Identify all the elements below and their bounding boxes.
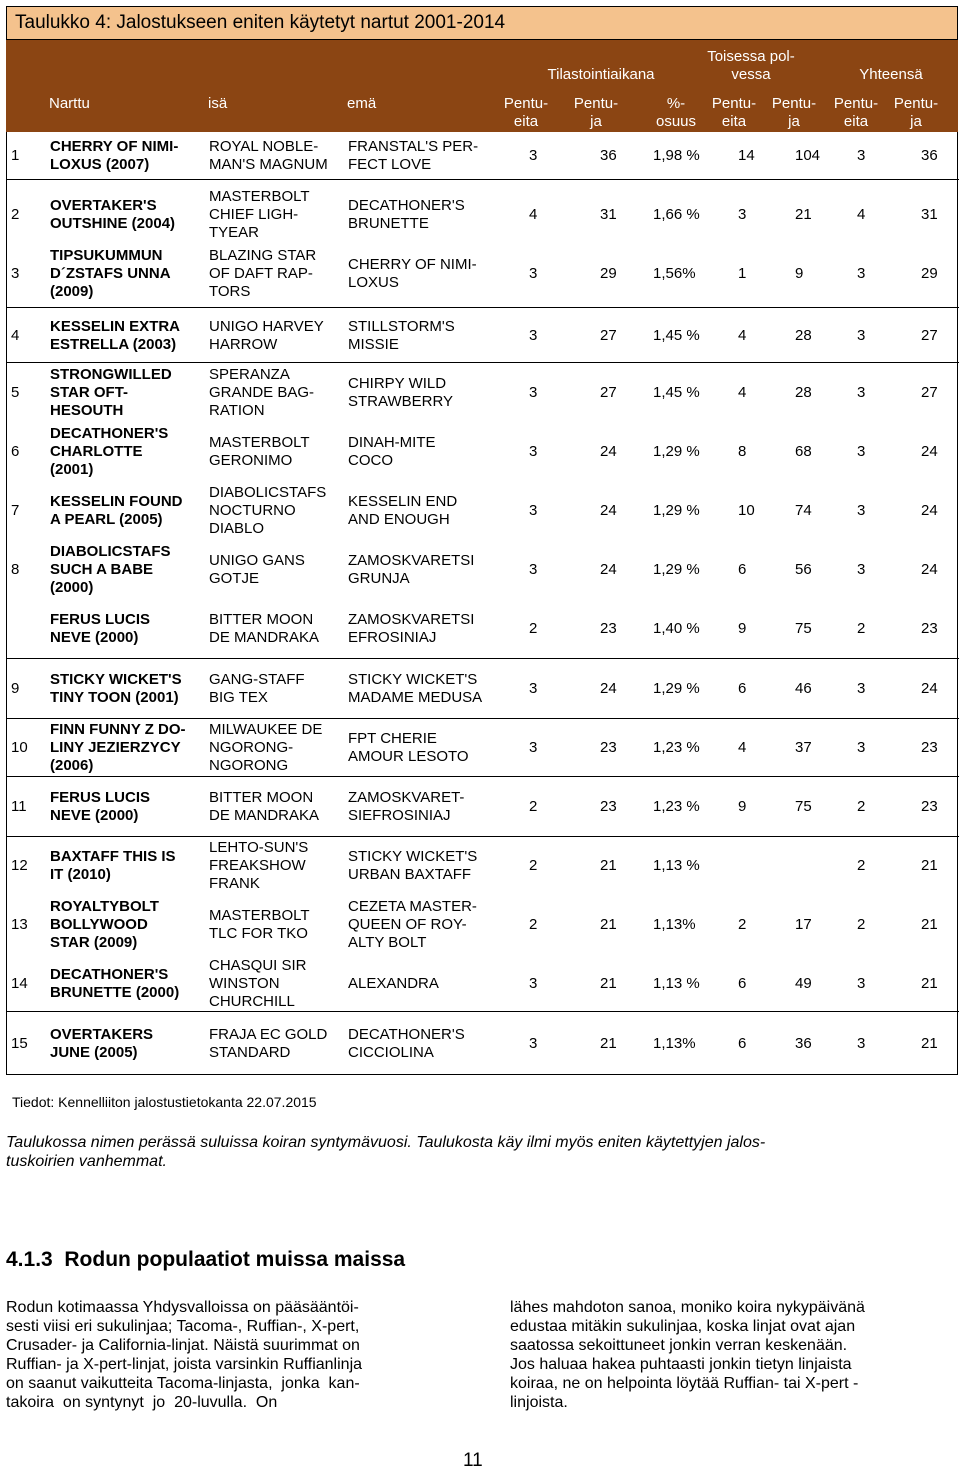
table-row-group <box>7 132 959 180</box>
narttu-name: OVERTAKER'S OUTSHINE (2004) <box>50 196 176 232</box>
sire-name: UNIGO GANS GOTJE <box>209 552 305 587</box>
dam-name: KESSELIN END AND ENOUGH <box>348 493 458 528</box>
value-cell: 1,66 % <box>653 205 700 223</box>
dam-name: DECATHONER'S BRUNETTE <box>348 196 465 232</box>
value-cell: 1,23 % <box>653 739 700 756</box>
row-number: 5 <box>11 384 20 401</box>
value-cell: 17 <box>795 915 812 933</box>
sire-name: MASTERBOLT TLC FOR TKO <box>209 906 310 942</box>
value-cell: 3 <box>857 561 866 578</box>
value-cell: 3 <box>529 680 538 697</box>
value-cell: 6 <box>738 974 747 992</box>
table-row-group <box>7 719 959 777</box>
value-cell: 23 <box>600 798 617 815</box>
value-cell: 21 <box>921 1034 938 1052</box>
table-caption: Taulukossa nimen perässä suluissa koiran syntymävuosi. Taulukosta käy ilmi myös eniten käytettyjen jalos- tuskoirien vanhemmat. <box>6 1134 766 1170</box>
sire-name: FRAJA EC GOLD STANDARD <box>209 1025 328 1061</box>
dam-name: ZAMOSKVARETSI GRUNJA <box>348 552 475 587</box>
value-cell: 3 <box>857 147 866 164</box>
row-number: 3 <box>11 264 20 282</box>
value-cell: 3 <box>529 739 538 756</box>
narttu-name: KESSELIN FOUND A PEARL (2005) <box>50 493 183 528</box>
value-cell: 27 <box>921 326 938 344</box>
dam-name: CHERRY OF NIMI- LOXUS <box>348 255 477 291</box>
value-cell: 28 <box>795 384 812 401</box>
value-cell: 1,13 % <box>653 856 700 874</box>
row-number: 9 <box>11 680 20 697</box>
table-row-group <box>7 1012 959 1075</box>
value-cell: 37 <box>795 739 812 756</box>
row-number: 7 <box>11 502 20 519</box>
row-number: 8 <box>11 561 20 578</box>
dam-name: DECATHONER'S CICCIOLINA <box>348 1025 465 1061</box>
narttu-name: DIABOLICSTAFS SUCH A BABE (2000) <box>50 543 171 596</box>
value-cell: 1,23 % <box>653 798 700 815</box>
value-cell: 3 <box>529 1034 538 1052</box>
value-cell: 4 <box>529 205 538 223</box>
value-cell: 3 <box>857 1034 866 1052</box>
value-cell: 24 <box>600 680 617 697</box>
table-row-group <box>7 777 959 837</box>
value-cell: 24 <box>600 502 617 519</box>
header-narttu: Narttu <box>49 95 90 112</box>
narttu-name: OVERTAKERS JUNE (2005) <box>50 1025 154 1061</box>
value-cell: 21 <box>921 856 938 874</box>
value-cell: 14 <box>738 147 755 164</box>
dam-name: STILLSTORM'S MISSIE <box>348 317 455 353</box>
value-cell: 31 <box>921 205 938 223</box>
row-number: 6 <box>11 443 20 460</box>
table-row-group <box>7 659 959 719</box>
value-cell: 28 <box>795 326 812 344</box>
value-cell: 2 <box>529 856 538 874</box>
source-note: Tiedot: Kennelliiton jalostustietokanta 22.07.2015 <box>12 1094 317 1110</box>
row-number: 10 <box>11 739 28 756</box>
value-cell: 4 <box>738 384 747 401</box>
value-cell: 1,40 % <box>653 620 700 637</box>
sire-name: DIABOLICSTAFS NOCTURNO DIABLO <box>209 484 327 537</box>
value-cell: 6 <box>738 680 747 697</box>
value-cell: 3 <box>529 443 538 460</box>
row-number: 15 <box>11 1034 28 1052</box>
header-pentuja-2: Pentu- ja <box>771 95 817 130</box>
value-cell: 21 <box>600 915 617 933</box>
table-row-group <box>7 837 959 1012</box>
header-pentueita: Pentu- eita <box>503 95 549 130</box>
value-cell: 21 <box>600 856 617 874</box>
value-cell: 3 <box>857 974 866 992</box>
value-cell: 3 <box>857 739 866 756</box>
value-cell: 3 <box>529 326 538 344</box>
header-pentuja-3: Pentu- ja <box>893 95 939 130</box>
row-number: 11 <box>11 798 27 815</box>
section-title: 4.1.3 Rodun populaatiot muissa maissa <box>6 1248 406 1271</box>
dam-name: FRANSTAL'S PER- FECT LOVE <box>348 138 479 173</box>
value-cell: 10 <box>738 502 755 519</box>
value-cell: 24 <box>921 502 938 519</box>
dam-name: FPT CHERIE AMOUR LESOTO <box>348 730 469 765</box>
value-cell: 23 <box>921 620 938 637</box>
value-cell: 24 <box>921 443 938 460</box>
table-body <box>6 132 958 1075</box>
value-cell: 24 <box>600 443 617 460</box>
narttu-name: TIPSUKUMMUN D´ZSTAFS UNNA (2009) <box>50 246 171 300</box>
value-cell: 1,29 % <box>653 680 700 697</box>
value-cell: 3 <box>529 974 538 992</box>
value-cell: 1,45 % <box>653 384 700 401</box>
row-number: 12 <box>11 856 28 874</box>
value-cell: 36 <box>795 1034 812 1052</box>
value-cell: 1,13% <box>653 1034 696 1052</box>
value-cell: 3 <box>857 264 866 282</box>
value-cell: 8 <box>738 443 747 460</box>
value-cell: 24 <box>921 561 938 578</box>
value-cell: 21 <box>921 974 938 992</box>
value-cell: 2 <box>857 620 866 637</box>
value-cell: 56 <box>795 561 812 578</box>
page-number: 11 <box>463 1450 483 1471</box>
row-number: 2 <box>11 205 20 223</box>
value-cell: 1,56% <box>653 264 696 282</box>
header-osuus: %- osuus <box>655 95 697 130</box>
dam-name: CHIRPY WILD STRAWBERRY <box>348 375 454 410</box>
value-cell: 21 <box>921 915 938 933</box>
narttu-name: DECATHONER'S CHARLOTTE (2001) <box>50 425 169 478</box>
row-number: 1 <box>11 147 20 164</box>
narttu-name: CHERRY OF NIMI- LOXUS (2007) <box>50 138 179 173</box>
value-cell: 6 <box>738 1034 747 1052</box>
sire-name: UNIGO HARVEY HARROW <box>209 317 324 353</box>
value-cell: 104 <box>795 147 821 164</box>
value-cell: 3 <box>857 502 866 519</box>
value-cell: 3 <box>529 147 538 164</box>
value-cell: 3 <box>738 205 747 223</box>
sire-name: CHASQUI SIR WINSTON CHURCHILL <box>209 956 307 1010</box>
value-cell: 24 <box>600 561 617 578</box>
value-cell: 3 <box>529 264 538 282</box>
value-cell: 2 <box>529 915 538 933</box>
value-cell: 36 <box>600 147 617 164</box>
header-pentueita-3: Pentu- eita <box>833 95 879 130</box>
value-cell: 31 <box>600 205 617 223</box>
value-cell: 49 <box>795 974 812 992</box>
value-cell: 27 <box>921 384 938 401</box>
table-row-group <box>7 308 959 363</box>
sire-name: LEHTO-SUN'S FREAKSHOW FRANK <box>209 838 309 892</box>
value-cell: 1 <box>738 264 747 282</box>
value-cell: 1,29 % <box>653 561 700 578</box>
narttu-name: ROYALTYBOLT BOLLYWOOD STAR (2009) <box>50 897 159 951</box>
value-cell: 2 <box>857 798 866 815</box>
value-cell: 29 <box>600 264 617 282</box>
value-cell: 4 <box>738 739 747 756</box>
value-cell: 23 <box>921 739 938 756</box>
dam-name: ALEXANDRA <box>348 974 439 992</box>
value-cell: 2 <box>529 620 538 637</box>
dam-name: STICKY WICKET'S URBAN BAXTAFF <box>348 847 478 883</box>
value-cell: 1,29 % <box>653 443 700 460</box>
value-cell: 27 <box>600 326 617 344</box>
row-number: 4 <box>11 326 20 344</box>
sire-name: BITTER MOON DE MANDRAKA <box>209 611 320 646</box>
value-cell: 9 <box>738 620 747 637</box>
value-cell: 23 <box>600 620 617 637</box>
sire-name: GANG-STAFF BIG TEX <box>209 671 305 706</box>
value-cell: 3 <box>857 680 866 697</box>
value-cell: 9 <box>738 798 747 815</box>
value-cell: 29 <box>921 264 938 282</box>
table-row-group <box>7 180 959 308</box>
value-cell: 9 <box>795 264 804 282</box>
narttu-name: BAXTAFF THIS IS IT (2010) <box>50 847 176 883</box>
dam-name: DINAH-MITE COCO <box>348 434 436 469</box>
value-cell: 3 <box>529 561 538 578</box>
sire-name: MASTERBOLT GERONIMO <box>209 434 310 469</box>
narttu-name: DECATHONER'S BRUNETTE (2000) <box>50 965 180 1001</box>
paragraph-right: lähes mahdoton sanoa, moniko koira nykypäivänä edustaa mitäkin sukulinjaa, koska linjat ovat ajan saatossa sekoittuneet jonkin verran keskenään. Jos haluaa hakea puhtaasti jonkin tietyn linjaista koiraa, ne on helpointa löytää Ruffian- tai X-pert - linjoista. <box>510 1299 865 1411</box>
narttu-name: FINN FUNNY Z DO- LINY JEZIERZYCY (2006) <box>50 721 186 774</box>
value-cell: 75 <box>795 798 812 815</box>
header-tilastointiaikana: Tilastointiaikana <box>547 66 655 83</box>
value-cell: 2 <box>738 915 747 933</box>
value-cell: 23 <box>921 798 938 815</box>
header-toisessa-polvessa: Toisessa pol- vessa <box>707 48 795 83</box>
value-cell: 3 <box>857 326 866 344</box>
value-cell: 3 <box>529 502 538 519</box>
value-cell: 1,13 % <box>653 974 700 992</box>
value-cell: 6 <box>738 561 747 578</box>
dam-name: ZAMOSKVARETSI EFROSINIAJ <box>348 611 475 646</box>
value-cell: 23 <box>600 739 617 756</box>
narttu-name: FERUS LUCIS NEVE (2000) <box>50 611 151 646</box>
sire-name: MASTERBOLT CHIEF LIGH- TYEAR <box>209 187 310 241</box>
narttu-name: FERUS LUCIS NEVE (2000) <box>50 789 151 824</box>
dam-name: STICKY WICKET'S MADAME MEDUSA <box>348 671 483 706</box>
table-row-group <box>7 363 959 659</box>
value-cell: 2 <box>857 915 866 933</box>
value-cell: 3 <box>857 384 866 401</box>
value-cell: 3 <box>857 443 866 460</box>
value-cell: 46 <box>795 680 812 697</box>
value-cell: 1,98 % <box>653 147 700 164</box>
value-cell: 21 <box>795 205 812 223</box>
value-cell: 75 <box>795 620 812 637</box>
sire-name: MILWAUKEE DE NGORONG- NGORONG <box>209 721 323 774</box>
value-cell: 27 <box>600 384 617 401</box>
value-cell: 21 <box>600 974 617 992</box>
sire-name: BLAZING STAR OF DAFT RAP- TORS <box>209 246 317 300</box>
value-cell: 4 <box>738 326 747 344</box>
value-cell: 74 <box>795 502 812 519</box>
header-ema: emä <box>347 95 377 112</box>
sire-name: SPERANZA GRANDE BAG- RATION <box>209 366 315 419</box>
header-isa: isä <box>208 95 228 112</box>
paragraph-left: Rodun kotimaassa Yhdysvalloissa on pääsääntöi- sesti viisi eri sukulinjaa; Tacoma-, Ruffian-, X-pert, Crusader- ja California-linjat. Näistä suurimmat on Ruffian- ja X-pert-linjat, joista varsinkin Ruffianlinja on saanut vaikutteita Tacoma-linjasta, jonka kan- takoira on syntynyt jo 20-luvulla. On <box>6 1299 363 1411</box>
narttu-name: STICKY WICKET'S TINY TOON (2001) <box>50 671 182 706</box>
row-number: 14 <box>11 974 28 992</box>
sire-name: ROYAL NOBLE- MAN'S MAGNUM <box>209 138 328 173</box>
row-number: 13 <box>11 915 28 933</box>
value-cell: 1,29 % <box>653 502 700 519</box>
header-pentuja: Pentu- ja <box>573 95 619 130</box>
value-cell: 2 <box>529 798 538 815</box>
value-cell: 24 <box>921 680 938 697</box>
header-pentueita-2: Pentu- eita <box>711 95 757 130</box>
value-cell: 21 <box>600 1034 617 1052</box>
value-cell: 36 <box>921 147 938 164</box>
value-cell: 68 <box>795 443 812 460</box>
sire-name: BITTER MOON DE MANDRAKA <box>209 789 320 824</box>
narttu-name: STRONGWILLED STAR OFT- HESOUTH <box>50 366 172 419</box>
dam-name: ZAMOSKVARET- SIEFROSINIAJ <box>348 789 465 824</box>
value-cell: 2 <box>857 856 866 874</box>
table-title: Taulukko 4: Jalostukseen eniten käytetyt nartut 2001-2014 <box>6 6 958 40</box>
dam-name: CEZETA MASTER- QUEEN OF ROY- ALTY BOLT <box>348 897 477 951</box>
value-cell: 3 <box>529 384 538 401</box>
value-cell: 1,13% <box>653 915 696 933</box>
narttu-name: KESSELIN EXTRA ESTRELLA (2003) <box>50 317 181 353</box>
header-yhteensa: Yhteensä <box>859 66 923 83</box>
value-cell: 4 <box>857 205 866 223</box>
table-header <box>6 40 958 132</box>
value-cell: 1,45 % <box>653 326 700 344</box>
